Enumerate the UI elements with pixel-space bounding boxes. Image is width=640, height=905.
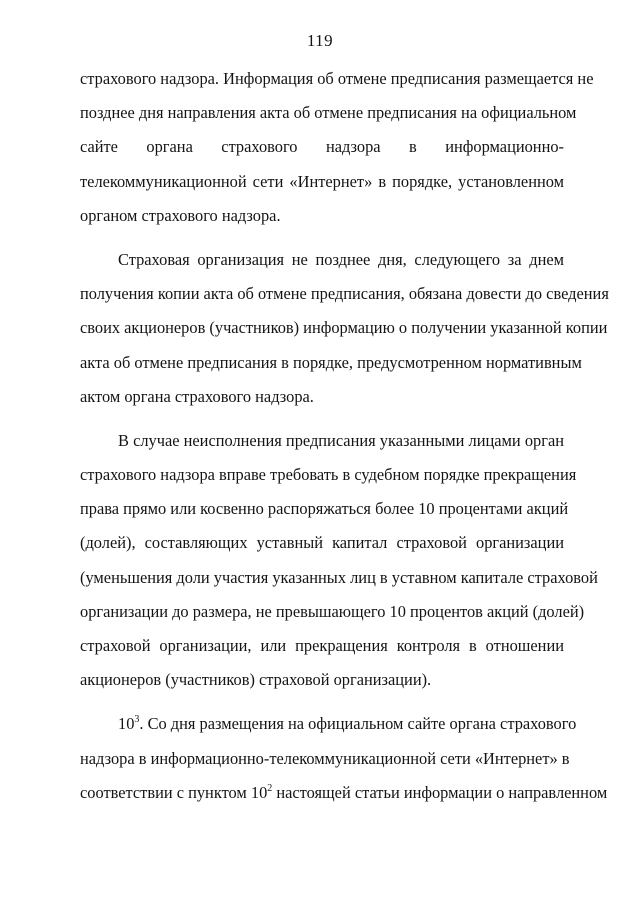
paragraph-3 — [80, 424, 598, 698]
text-line: страхового надзора вправе требовать в судебном порядке прекращения — [80, 465, 577, 485]
paragraph-1 — [80, 62, 594, 233]
text-fragment: настоящей статьи информации о направленном — [272, 782, 608, 802]
text-line: права прямо или косвенно распоряжаться более 10 процентами акций — [80, 499, 569, 519]
text-line: акционеров (участников) страховой организации). — [80, 670, 432, 690]
text-line: акта об отмене предписания в порядке, предусмотренном нормативным — [80, 352, 582, 372]
text-line: сайте органа страхового надзора в информационно- — [80, 137, 564, 157]
item-superscript: 3 — [134, 714, 140, 726]
text-line: В случае неисполнения предписания указанными лицами орган — [118, 430, 564, 450]
text-line: организации до размера, не превышающего 10 процентов акций (долей) — [80, 601, 585, 621]
text-line: актом органа страхового надзора. — [80, 386, 314, 406]
reference-superscript: 2 — [267, 782, 273, 794]
text-line: надзора в информационно-телекоммуникационной сети «Интернет» в — [80, 748, 570, 768]
text-line — [80, 707, 577, 741]
text-line — [80, 776, 608, 810]
paragraph-4 — [80, 707, 608, 810]
text-line: (уменьшения доли участия указанных лиц в уставном капитале страховой — [80, 567, 598, 587]
text-line: страхового надзора. Информация об отмене предписания размещается не — [80, 69, 594, 88]
text-fragment: . Со дня размещения на официальном сайте органа страхового — [139, 714, 577, 734]
text-line: Страховая организация не позднее дня, следующего за днем — [118, 249, 564, 269]
text-fragment: соответствии с пунктом 10 — [80, 782, 268, 802]
text-line: своих акционеров (участников) информацию о получении указанной копии — [80, 318, 608, 338]
text-line: позднее дня направления акта об отмене предписания на официальном — [80, 103, 577, 123]
text-line: (долей), составляющих уставный капитал страховой организации — [80, 533, 564, 553]
text-line: получения копии акта об отмене предписания, обязана довести до сведения — [80, 284, 609, 304]
text-line: телекоммуникационной сети «Интернет» в порядке, установленном — [80, 171, 564, 191]
paragraph-2 — [80, 243, 609, 414]
text-line: страховой организации, или прекращения контроля в отношении — [80, 636, 564, 655]
document-body — [80, 62, 609, 810]
text-line: органом страхового надзора. — [80, 205, 281, 225]
item-number: 10 — [118, 714, 135, 734]
page-number: 119 — [306, 31, 334, 50]
